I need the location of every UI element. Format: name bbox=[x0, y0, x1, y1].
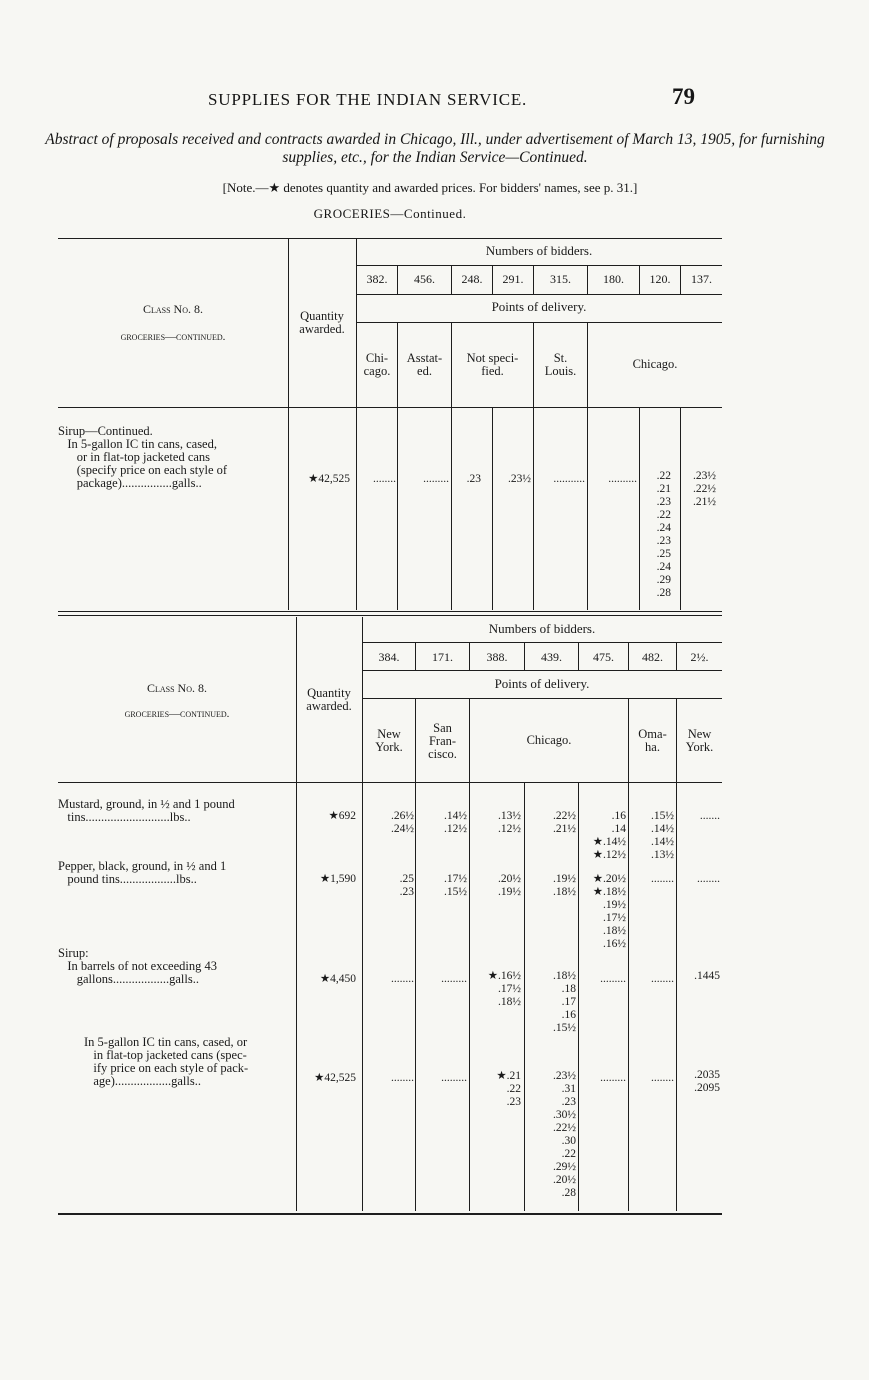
item-description: Sirup: In barrels of not exceeding 43 gallons..................galls.. bbox=[58, 946, 217, 986]
bid-value: ......... bbox=[441, 973, 467, 985]
bidders-header: Numbers of bidders. bbox=[488, 621, 596, 636]
bid-value: ........ bbox=[651, 873, 674, 885]
bid-value: ........ bbox=[391, 973, 414, 985]
bid-value: ★.21 .22 .23 bbox=[496, 1070, 521, 1108]
bid-value: .15½ .14½ .14½ .13½ bbox=[651, 810, 674, 861]
bid-value: .19½ .18½ bbox=[553, 873, 576, 898]
bid-value: ★.20½ ★.18½ .19½ .17½ .18½ .16½ bbox=[592, 873, 626, 950]
bid-value: .26½ .24½ bbox=[391, 810, 414, 835]
quantity-value: ★42,525 bbox=[308, 473, 350, 485]
bid-value: .13½ .12½ bbox=[498, 810, 521, 835]
quantity-header: Quantity awarded. bbox=[306, 686, 352, 713]
bid-value: .2035 .2095 bbox=[694, 1069, 720, 1094]
bid-value: .......... bbox=[608, 473, 637, 485]
class-label: Class No. 8. bbox=[142, 302, 203, 316]
bid-value: .17½ .15½ bbox=[444, 873, 467, 898]
item-description: In 5-gallon IC tin cans, cased, or in flat-top jacketed cans (spec- ify price on each style of pack- age)..................galls.. bbox=[84, 1035, 249, 1088]
bidder-number: 291. bbox=[502, 272, 524, 286]
item-description: Pepper, black, ground, in ½ and 1 pound tins..................lbs.. bbox=[58, 859, 227, 886]
delivery-point: Chicago. bbox=[526, 733, 572, 747]
bidder-number: 456. bbox=[414, 272, 435, 286]
delivery-point: San Fran- cisco. bbox=[428, 721, 457, 761]
bidder-number: 388. bbox=[486, 650, 508, 664]
bidder-number: 137. bbox=[691, 272, 712, 286]
bid-value: ......... bbox=[441, 1072, 467, 1084]
bidder-number: 439. bbox=[541, 650, 562, 664]
bid-value: .14½ .12½ bbox=[444, 810, 467, 835]
quantity-header: Quantity awarded. bbox=[299, 309, 345, 336]
bid-value: .20½ .19½ bbox=[498, 873, 521, 898]
bid-value: .18½ .18 .17 .16 .15½ bbox=[553, 970, 576, 1034]
bidder-number: 315. bbox=[550, 272, 571, 286]
class-label: Class No. 8. bbox=[146, 681, 207, 695]
delivery-point: Chicago. bbox=[632, 357, 678, 371]
delivery-point: New York. bbox=[685, 727, 714, 754]
bid-value: .25 .23 bbox=[399, 873, 414, 898]
bidder-number: 482. bbox=[642, 650, 663, 664]
bid-value: .23 bbox=[466, 473, 481, 485]
item-description: Mustard, ground, in ½ and 1 pound tins...........................lbs.. bbox=[58, 797, 235, 824]
bid-value: ......... bbox=[423, 473, 449, 485]
note: [Note.—★ denotes quantity and awarded prices. For bidders' names, see p. 31.] bbox=[222, 180, 638, 195]
bid-value: ......... bbox=[600, 1072, 626, 1084]
quantity-value: ★42,525 bbox=[314, 1072, 356, 1084]
bid-value: ........ bbox=[391, 1072, 414, 1084]
bid-value: .22½ .21½ bbox=[553, 810, 576, 835]
bidder-number: 2½. bbox=[690, 650, 709, 664]
bid-value: .1445 bbox=[694, 970, 720, 982]
bid-value: .23½ .31 .23 .30½ .22½ .30 .22 .29½ .20½ .28 bbox=[553, 1070, 576, 1199]
item-description: Sirup—Continued. In 5-gallon IC tin cans, cased, or in flat-top jacketed cans (specify price on each style of package)................galls.. bbox=[58, 424, 228, 490]
points-header: Points of delivery. bbox=[491, 299, 587, 314]
page-number: 79 bbox=[672, 84, 695, 109]
delivery-point: Not speci- fied. bbox=[466, 351, 519, 378]
class-sublabel: groceries—continued. bbox=[120, 331, 226, 343]
bid-value: ........... bbox=[553, 473, 585, 485]
bid-value: ★.16½ .17½ .18½ bbox=[487, 970, 521, 1008]
section-title: GROCERIES—Continued. bbox=[313, 206, 467, 221]
bid-value: ........ bbox=[651, 973, 674, 985]
bid-value: .23½ .22½ .21½ bbox=[693, 470, 716, 508]
points-header: Points of delivery. bbox=[494, 676, 590, 691]
bid-value: ........ bbox=[651, 1072, 674, 1084]
bidder-number: 248. bbox=[461, 272, 483, 286]
bidder-number: 475. bbox=[593, 650, 614, 664]
quantity-value: ★4,450 bbox=[319, 973, 356, 985]
running-head: SUPPLIES FOR THE INDIAN SERVICE. bbox=[208, 90, 528, 109]
delivery-point: Chi- cago. bbox=[363, 351, 391, 378]
bidder-number: 180. bbox=[603, 272, 624, 286]
bidder-number: 171. bbox=[432, 650, 453, 664]
bid-value: ........ bbox=[697, 873, 720, 885]
bid-value: .23½ bbox=[508, 473, 531, 485]
quantity-value: ★692 bbox=[328, 810, 356, 822]
quantity-value: ★1,590 bbox=[319, 873, 356, 885]
bidder-number: 382. bbox=[366, 272, 388, 286]
delivery-point: New York. bbox=[375, 727, 403, 754]
bid-value: ....... bbox=[699, 810, 720, 822]
bidder-number: 120. bbox=[649, 272, 671, 286]
class-sublabel: groceries—continued. bbox=[124, 708, 230, 720]
bidder-number: 384. bbox=[378, 650, 400, 664]
bid-value: .16 .14 ★.14½ ★.12½ bbox=[592, 810, 626, 861]
abstract-caption: Abstract of proposals received and contracts awarded in Chicago, Ill., under advertisement of March 13, 1905, for furnishing supplies, etc., for the Indian Service—Continued. bbox=[45, 131, 825, 166]
bid-value: .22 .21 .23 .22 .24 .23 .25 .24 .29 .28 bbox=[656, 470, 671, 599]
bid-value: ......... bbox=[600, 973, 626, 985]
bid-value: ........ bbox=[373, 473, 396, 485]
bidders-header: Numbers of bidders. bbox=[485, 243, 593, 258]
delivery-point: Oma- ha. bbox=[638, 727, 667, 754]
delivery-point: St. Louis. bbox=[544, 351, 577, 378]
delivery-point: Asstat- ed. bbox=[406, 351, 443, 378]
